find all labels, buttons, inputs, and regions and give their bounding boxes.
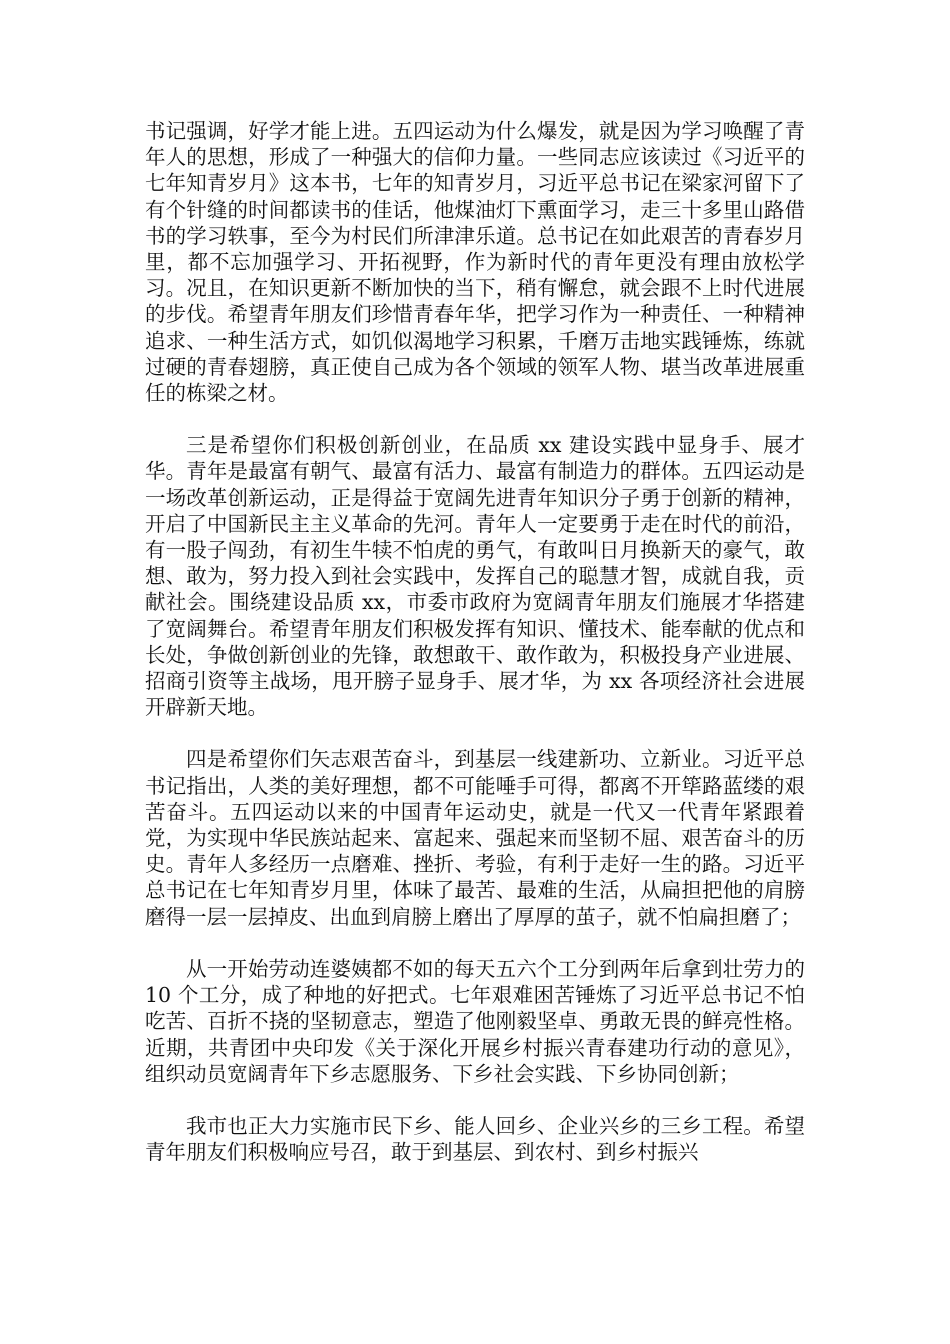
paragraph-rural: 我市也正大力实施市民下乡、能人回乡、企业兴乡的三乡工程。希望青年朋友们积极响应号召，敢于到基层、到农村、到乡村振兴 — [145, 1113, 805, 1165]
paragraph-study: 书记强调，好学才能上进。五四运动为什么爆发，就是因为学习唤醒了青年人的思想，形成了一种强大的信仰力量。一些同志应该读过《习近平的七年知青岁月》这本书，七年的知青岁月，习近平总书记在梁家河留下了有个针缝的时间都读书的佳话，他煤油灯下熏面学习，走三十多里山路借书的学习轶事，至今为村民们所津津乐道。总书记在如此艰苦的青春岁月里，都不忘加强学习、开拓视野，作为新时代的青年更没有理由放松学习。况且，在知识更新不断加快的当下，稍有懈怠，就会跟不上时代进展的步伐。希望青年朋友们珍惜青春年华，把学习作为一种责任、一种精神追求、一种生活方式，如饥似渴地学习积累，千磨万击地实践锤炼，练就过硬的青春翅膀，真正使自己成为各个领域的领军人物、堪当改革进展重任的栋梁之材。 — [145, 119, 805, 406]
document-body — [145, 118, 805, 1191]
paragraph-hard-work: 四是希望你们矢志艰苦奋斗，到基层一线建新功、立新业。习近平总书记指出，人类的美好理想，都不可能唾手可得，都离不开筚路蓝缕的艰苦奋斗。五四运动以来的中国青年运动史，就是一代又一代青年紧跟着党，为实现中华民族站起来、富起来、强起来而坚韧不屈、艰苦奋斗的历史。青年人多经历一点磨难、挫折、考验，有利于走好一生的路。习近平总书记在七年知青岁月里，体味了最苦、最难的生活，从扁担把他的肩膀磨得一层一层掉皮、出血到肩膀上磨出了厚厚的茧子，就不怕扁担磨了； — [145, 747, 805, 929]
paragraph-labor: 从一开始劳动连婆姨都不如的每天五六个工分到两年后拿到壮劳力的 10 个工分，成了种地的好把式。七年艰难困苦锤炼了习近平总书记不怕吃苦、百折不挠的坚韧意志，塑造了他刚毅坚卓、勇敢无畏的鲜亮性格。近期，共青团中央印发《关于深化开展乡村振兴青春建功行动的意见》，组织动员宽阔青年下乡志愿服务、下乡社会实践、下乡协同创新； — [145, 956, 805, 1086]
paragraph-innovation: 三是希望你们积极创新创业，在品质 xx 建设实践中显身手、展才华。青年是最富有朝气、最富有活力、最富有制造力的群体。五四运动是一场改革创新运动，正是得益于宽阔先进青年知识分子勇于创新的精神，开启了中国新民主主义革命的先河。青年人一定要勇于走在时代的前沿，有一股子闯劲，有初生牛犊不怕虎的勇气，有敢叫日月换新天的豪气，敢想、敢为，努力投入到社会实践中，发挥自己的聪慧才智，成就自我，贡献社会。围绕建设品质 xx，市委市政府为宽阔青年朋友们施展才华搭建了宽阔舞台。希望青年朋友们积极发挥有知识、懂技术、能奉献的优点和长处，争做创新创业的先锋，敢想敢干、敢作敢为，积极投身产业进展、招商引资等主战场，甩开膀子显身手、展才华，为 xx 各项经济社会进展开辟新天地。 — [145, 433, 805, 720]
